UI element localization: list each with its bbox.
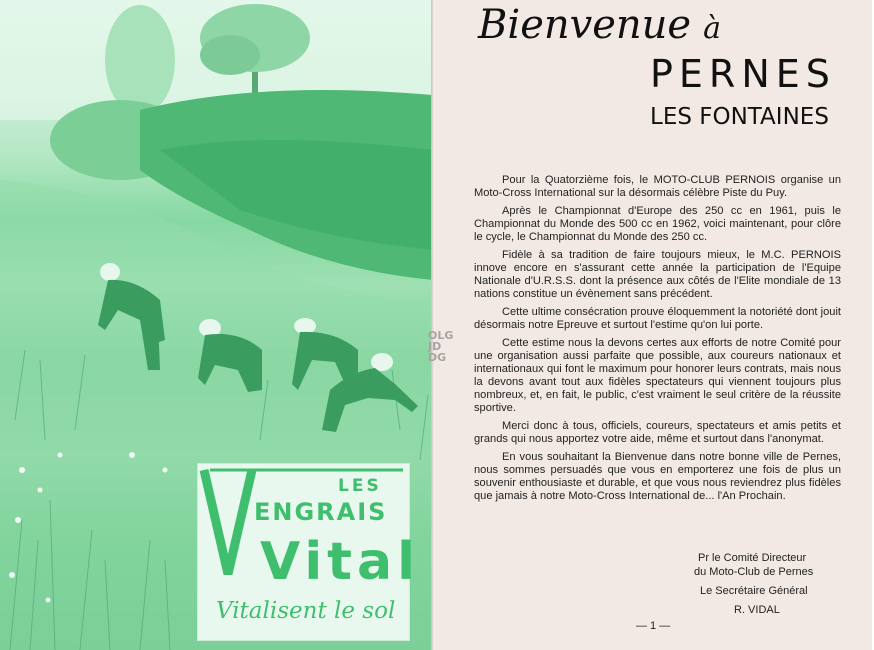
- paragraph: Fidèle à sa tradition de faire toujours mieux, le M.C. PERNOIS innove encore en s'assurant cette année la participation de l'Equipe Nationale d'U.R.S.S. dont la présence aux côtés de l'Elite mondiale de 13 nations constitue un évènement sans précédent.: [474, 249, 841, 300]
- title-script-word: Bienvenue: [478, 2, 692, 48]
- watermark-line: JD: [428, 340, 442, 353]
- town-name: PERNES: [650, 52, 836, 96]
- v-logo-icon: [198, 464, 258, 584]
- paragraph: Pour la Quatorzième fois, le MOTO-CLUB PERNOIS organise un Moto-Cross International sur la désormais célèbre Piste du Puy.: [474, 174, 841, 199]
- ad-engrais-text: ENGRAIS: [254, 498, 388, 526]
- ad-vital-text: Vital: [260, 532, 420, 592]
- page-number: — 1 —: [636, 620, 671, 632]
- watermark-line: OLG: [428, 329, 454, 342]
- welcome-letter-body: [474, 174, 841, 508]
- signature-title: Le Secrétaire Général: [700, 585, 808, 597]
- paragraph: Cette ultime consécration prouve éloquemment la notoriété dont jouit désormais notre Epreuve et surtout l'estime qu'on lui porte.: [474, 306, 841, 331]
- signature-line-1: Pr le Comité Directeur: [698, 552, 807, 564]
- watermark-line: DG: [428, 351, 447, 364]
- paragraph: Après le Championnat d'Europe des 250 cc en 1961, puis le Championnat du Monde des 500 cc en 1962, voici maintenant, pour clôre le cycle, le Championnat du Monde des 250 cc.: [474, 205, 841, 243]
- ad-les-text: LES: [338, 476, 382, 496]
- paragraph: En vous souhaitant la Bienvenue dans notre bonne ville de Pernes, nous sommes persuadés que vous en emporterez une fois de plus un souvenir enthousiaste et durable, et que vous nous reviendrez plus fidèles que jamais à notre Moto-Cross International de... l'An Prochain.: [474, 451, 841, 502]
- signature-line-2: du Moto-Club de Pernes: [694, 566, 814, 578]
- signature-name: R. VIDAL: [734, 604, 780, 616]
- paragraph: Merci donc à tous, officiels, coureurs, spectateurs et amis petits et grands qui nous apportez votre aide, même et surtout dans l'anonymat.: [474, 420, 841, 445]
- town-subtitle: LES FONTAINES: [650, 104, 829, 130]
- title-a-word: à: [703, 11, 721, 46]
- ad-slogan-text: Vitalisent le sol: [216, 598, 396, 624]
- title-bienvenue: [478, 2, 721, 48]
- engrais-vital-ad: [197, 463, 420, 641]
- watermark-stamp: [428, 330, 453, 363]
- paragraph: Cette estime nous la devons certes aux efforts de notre Comité pour une organisation aussi parfaite que possible, aux coureurs nationaux et internationaux qui font le maximum pour honorer leurs contrats, mais nous la devons avant tout aux fidèles spectateurs qui viennent toujours plus nombreux, et, en fait, le public, c'est vraiment le seul critère de la réussite sportive.: [474, 337, 841, 414]
- right-page-welcome-letter: [428, 0, 872, 650]
- left-page-advertisement: [0, 0, 433, 650]
